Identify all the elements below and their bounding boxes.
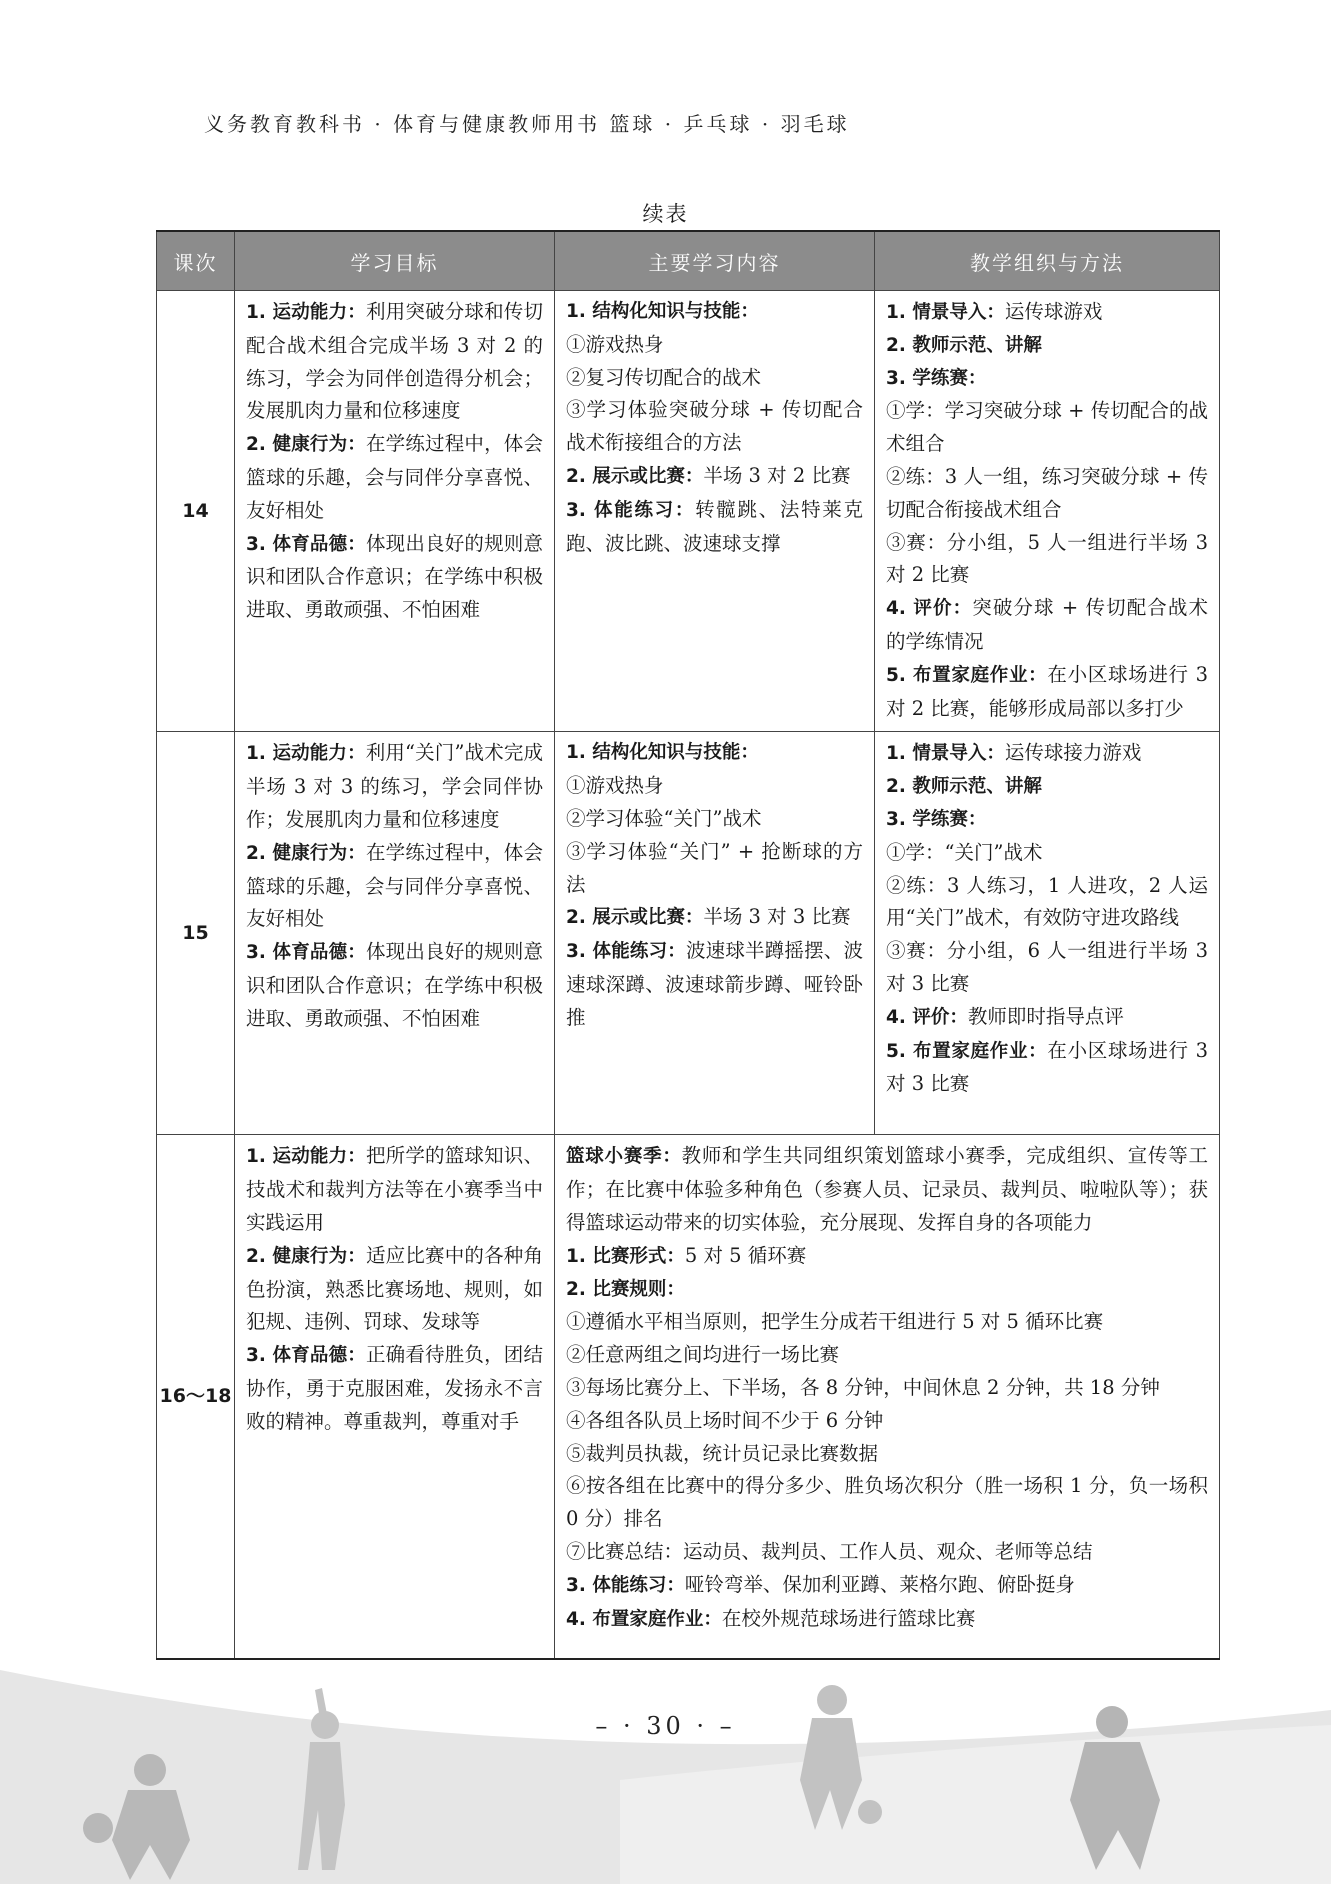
content-item: ③学习体验突破分球 + 传切配合战术衔接组合的方法 <box>566 398 863 455</box>
goal-text: 适应比赛中的各种角色扮演，熟悉比赛场地、规则，如犯规、违例、罚球、发球等 <box>246 1243 543 1334</box>
content-heading: 2. 展示或比赛： <box>566 907 704 929</box>
season-text: 在校外规范球场进行篮球比赛 <box>721 1606 976 1630</box>
lesson-number: 16～18 <box>157 1135 235 1660</box>
content-text: 波速球半蹲摇摆、波速球深蹲、波速球箭步蹲、哑铃卧推 <box>566 939 863 1029</box>
method-item: ①学：学习突破分球 + 传切配合的战术组合 <box>886 399 1208 456</box>
method-heading: 5. 布置家庭作业： <box>886 1040 1048 1062</box>
col-header-method: 教学组织与方法 <box>875 231 1220 291</box>
method-item: ③赛：分小组，6 人一组进行半场 3 对 3 比赛 <box>886 939 1208 995</box>
table-row <box>157 1135 1220 1660</box>
content-item: ①游戏热身 <box>566 774 664 798</box>
method-heading: 2. 教师示范、讲解 <box>886 776 1042 798</box>
learning-goals-cell <box>235 732 555 1135</box>
method-text: 教师即时指导点评 <box>967 1004 1124 1028</box>
method-text: 运传球游戏 <box>1004 300 1103 323</box>
method-text: 在小区球场进行 3 对 3 比赛 <box>886 1038 1209 1096</box>
content-heading: 1. 结构化知识与技能： <box>566 301 759 322</box>
content-heading: 1. 结构化知识与技能： <box>566 742 759 764</box>
learning-content-cell <box>555 291 875 732</box>
goal-text: 利用“关门”战术完成半场 3 对 3 的练习，学会同伴协作；发展肌肉力量和位移速度 <box>246 741 543 831</box>
rule-item: ②任意两组之间均进行一场比赛 <box>566 1343 840 1367</box>
table-header-row <box>157 231 1220 291</box>
content-heading: 3. 体能练习： <box>566 941 686 963</box>
method-item: ③赛：分小组，5 人一组进行半场 3 对 2 比赛 <box>886 530 1208 587</box>
learning-goals-cell <box>235 291 555 732</box>
method-item: ②练：3 人一组，练习突破分球 + 传切配合衔接战术组合 <box>886 464 1208 521</box>
method-heading: 1. 情景导入： <box>886 302 1005 323</box>
method-text: 突破分球 + 传切配合战术的学练情况 <box>886 596 1208 653</box>
method-heading: 2. 教师示范、讲解 <box>886 334 1042 356</box>
content-item: ②复习传切配合的战术 <box>566 365 762 389</box>
content-item: ②学习体验“关门”战术 <box>566 806 762 830</box>
goal-heading: 1. 运动能力： <box>246 302 366 323</box>
season-heading: 1. 比赛形式： <box>566 1245 685 1267</box>
goal-heading: 2. 健康行为： <box>246 434 366 456</box>
col-header-content: 主要学习内容 <box>555 231 875 291</box>
rule-item: ⑦比赛总结：运动员、裁判员、工作人员、观众、老师等总结 <box>566 1539 1093 1563</box>
method-heading: 3. 学练赛： <box>886 808 987 830</box>
lesson-table <box>156 230 1220 1660</box>
content-item: ①游戏热身 <box>566 332 664 356</box>
goal-heading: 2. 健康行为： <box>246 1245 366 1267</box>
goal-text: 体现出良好的规则意识和团队合作意识；在学练中积极进取、勇敢顽强、不怕困难 <box>246 531 543 622</box>
goal-text: 体现出良好的规则意识和团队合作意识；在学练中积极进取、勇敢顽强、不怕困难 <box>246 940 543 1030</box>
rule-item: ④各组各队员上场时间不少于 6 分钟 <box>566 1408 884 1432</box>
goal-heading: 3. 体育品德： <box>246 1345 366 1367</box>
content-text: 半场 3 对 2 比赛 <box>703 463 851 487</box>
goal-text: 正确看待胜负，团结协作，勇于克服困难，发扬永不言败的精神。尊重裁判，尊重对手 <box>246 1343 543 1433</box>
method-text: 运传球接力游戏 <box>1004 741 1142 765</box>
season-heading: 3. 体能练习： <box>566 1574 685 1596</box>
teaching-method-cell <box>875 732 1220 1135</box>
learning-content-cell <box>555 732 875 1135</box>
method-text: 在小区球场进行 3 对 2 比赛，能够形成局部以多打少 <box>886 662 1209 720</box>
table-caption: 续表 <box>642 202 689 226</box>
method-item: ①学：“关门”战术 <box>886 840 1043 864</box>
content-text: 转髋跳、法特莱克跑、波比跳、波速球支撑 <box>566 497 863 555</box>
content-heading: 3. 体能练习： <box>566 499 696 521</box>
content-heading: 2. 展示或比赛： <box>566 465 704 487</box>
season-heading: 篮球小赛季： <box>566 1146 682 1168</box>
method-heading: 5. 布置家庭作业： <box>886 664 1048 686</box>
running-header: 义务教育教科书 · 体育与健康教师用书 篮球 · 乒乓球 · 羽毛球 <box>204 112 850 136</box>
season-text: 教师和学生共同组织策划篮球小赛季，完成组织、宣传等工作；在比赛中体验多种角色（参赛人员、记录员、裁判员、啦啦队等）；获得篮球运动带来的切实体验，充分展现、发挥自身的各项能力 <box>566 1144 1208 1234</box>
footer-decoration <box>0 1630 1331 1884</box>
table-row <box>157 732 1220 1135</box>
season-heading: 4. 布置家庭作业： <box>566 1608 722 1630</box>
goal-text: 利用突破分球和传切配合战术组合完成半场 3 对 2 的练习，学会为同伴创造得分机会；发展肌肉力量和位移速度 <box>246 300 543 423</box>
goal-text: 在学练过程中，体会篮球的乐趣，会与同伴分享喜悦、友好相处 <box>246 840 543 931</box>
rule-item: ③每场比赛分上、下半场，各 8 分钟，中间休息 2 分钟，共 18 分钟 <box>566 1375 1160 1399</box>
method-heading: 4. 评价： <box>886 598 973 620</box>
rule-item: ①遵循水平相当原则，把学生分成若干组进行 5 对 5 循环比赛 <box>566 1310 1104 1334</box>
learning-goals-cell <box>235 1135 555 1660</box>
page-number: – · 30 · – <box>595 1712 736 1740</box>
table-row <box>157 291 1220 732</box>
col-header-lesson: 课次 <box>157 231 235 291</box>
season-text: 5 对 5 循环赛 <box>684 1243 807 1267</box>
goal-heading: 2. 健康行为： <box>246 842 366 864</box>
teaching-method-cell <box>875 291 1220 732</box>
season-heading: 2. 比赛规则： <box>566 1278 685 1300</box>
method-heading: 3. 学练赛： <box>886 367 987 389</box>
content-item: ③学习体验“关门” + 抢断球的方法 <box>566 839 863 896</box>
goal-heading: 3. 体育品德： <box>246 533 366 555</box>
goal-heading: 1. 运动能力： <box>246 1146 366 1168</box>
lesson-number: 15 <box>157 732 235 1135</box>
goal-heading: 1. 运动能力： <box>246 743 366 765</box>
goal-text: 在学练过程中，体会篮球的乐趣，会与同伴分享喜悦、友好相处 <box>246 432 543 522</box>
lesson-number: 14 <box>157 291 235 732</box>
content-text: 半场 3 对 3 比赛 <box>703 905 851 929</box>
method-heading: 4. 评价： <box>886 1006 968 1028</box>
method-heading: 1. 情景导入： <box>886 743 1005 765</box>
season-text: 哑铃弯举、保加利亚蹲、莱格尔跑、俯卧挺身 <box>684 1572 1075 1596</box>
rule-item: ⑥按各组在比赛中的得分多少、胜负场次积分（胜一场积 1 分，负一场积 0 分）排名 <box>566 1474 1208 1531</box>
col-header-goals: 学习目标 <box>235 231 555 291</box>
rule-item: ⑤裁判员执裁，统计员记录比赛数据 <box>566 1441 879 1465</box>
goal-heading: 3. 体育品德： <box>246 942 366 964</box>
goal-text: 把所学的篮球知识、技战术和裁判方法等在小赛季当中实践运用 <box>246 1144 543 1234</box>
method-item: ②练：3 人练习，1 人进攻，2 人运用“关门”战术，有效防守进攻路线 <box>886 873 1208 930</box>
season-plan-cell <box>555 1135 1220 1660</box>
